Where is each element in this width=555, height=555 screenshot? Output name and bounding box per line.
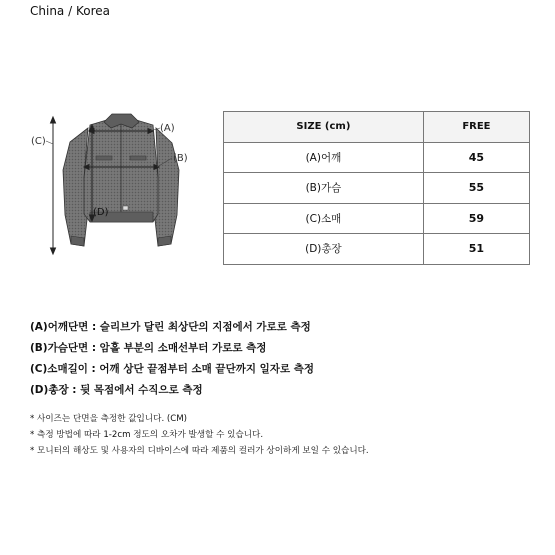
row-label: (D)총장 xyxy=(224,234,424,265)
origin-label: China / Korea xyxy=(30,4,110,18)
table-row xyxy=(224,142,530,173)
label-a: (A) xyxy=(160,123,175,134)
table-row xyxy=(224,173,530,204)
row-value: 59 xyxy=(423,203,529,234)
footnote-line: * 사이즈는 단면을 측정한 값입니다. (CM) xyxy=(30,414,188,424)
free-header: FREE xyxy=(423,112,529,143)
size-header: SIZE (cm) xyxy=(224,112,424,143)
row-value: 55 xyxy=(423,173,529,204)
definition-line: (A)어깨단면 : 슬리브가 달린 최상단의 지점에서 가로로 측정 xyxy=(30,321,311,333)
table-row xyxy=(224,203,530,234)
label-b: (B) xyxy=(173,153,188,164)
footnotes xyxy=(30,411,369,459)
definition-line: (D)총장 : 뒷 목점에서 수직으로 측정 xyxy=(30,384,203,396)
row-label: (A)어깨 xyxy=(224,142,424,173)
row-value: 51 xyxy=(423,234,529,265)
row-label: (C)소매 xyxy=(224,203,424,234)
definition-line: (B)가슴단면 : 암홀 부분의 소매선부터 가로로 측정 xyxy=(30,342,267,354)
table-row xyxy=(224,234,530,265)
label-d: (D) xyxy=(93,207,109,218)
measurement-definitions xyxy=(30,317,314,401)
footnote-line: * 측정 방법에 따라 1-2cm 정도의 오차가 발생할 수 있습니다. xyxy=(30,430,264,440)
label-c: (C) xyxy=(31,136,46,147)
definition-line: (C)소매길이 : 어깨 상단 끝점부터 소매 끝단까지 일자로 측정 xyxy=(30,363,315,375)
row-value: 45 xyxy=(423,142,529,173)
row-label: (B)가슴 xyxy=(224,173,424,204)
jacket-measurement-diagram xyxy=(0,0,215,300)
footnote-line: * 모니터의 해상도 및 사용자의 디바이스에 따라 제품의 컬러가 상이하게 보일 수 있습니다. xyxy=(30,446,369,456)
size-table-header-row xyxy=(224,112,530,143)
size-table xyxy=(223,111,530,265)
